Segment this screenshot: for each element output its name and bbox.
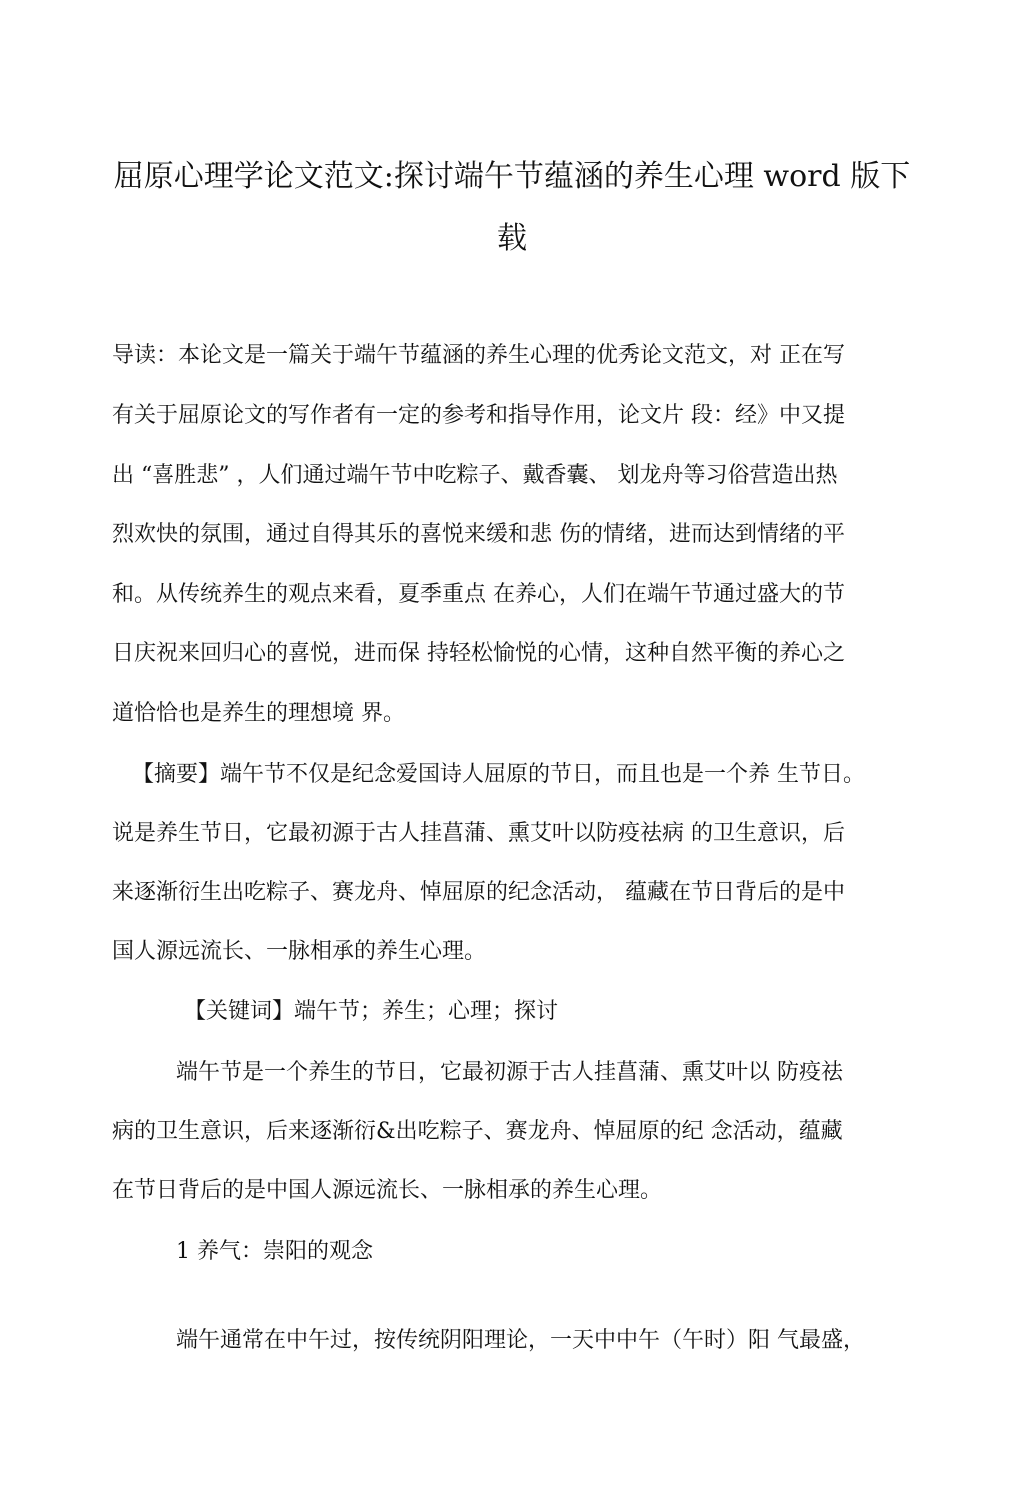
abstract-line: 来逐渐衍生出吃粽子、赛龙舟、悼屈原的纪念活动， 蕴藏在节日背后的是中 [112,880,845,905]
body-line: 端午节是一个养生的节日，它最初源于古人挂菖蒲、熏艾叶以 防疫祛 [176,1060,843,1085]
keywords-line: 【关键词】端午节；养生；心理；探讨 [184,999,559,1024]
intro-line: 有关于屈原论文的写作者有一定的参考和指导作用，论文片 段：经》中又提 [112,403,845,428]
intro-line: 和。从传统养生的观点来看，夏季重点 在养心，人们在端午节通过盛大的节 [112,582,845,607]
abstract-line: 说是养生节日，它最初源于古人挂菖蒲、熏艾叶以防疫祛病 的卫生意识，后 [112,821,845,846]
body-line: 病的卫生意识，后来逐渐衍&出吃粽子、赛龙舟、悼屈原的纪 念活动，蕴藏 [112,1119,843,1144]
body-line: 在节日背后的是中国人源远流长、一脉相承的养生心理。 [112,1178,663,1203]
intro-line: 日庆祝来回归心的喜悦，进而保 持轻松愉悦的心情，这种自然平衡的养心之 [112,641,845,666]
section-body-line: 端午通常在中午过，按传统阴阳理论，一天中中午（午时）阳 气最盛， [176,1328,865,1353]
section-heading: 1 养气：崇阳的观念 [176,1239,373,1264]
intro-line: 烈欢快的氛围，通过自得其乐的喜悦来缓和悲 伤的情绪，进而达到情绪的平 [112,522,845,547]
abstract-line: 国人源远流长、一脉相承的养生心理。 [112,939,487,964]
document-title-line-2: 载 [497,221,527,256]
intro-line: 导读：本论文是一篇关于端午节蕴涵的养生心理的优秀论文范文，对 正在写 [112,343,845,368]
document-title-line-1: 屈原心理学论文范文:探讨端午节蕴涵的养生心理 word 版下 [113,159,911,194]
intro-line: 出 “喜胜悲” ，人们通过端午节中吃粽子、戴香囊、 划龙舟等习俗营造出热 [112,463,838,488]
intro-line: 道恰恰也是养生的理想境 界。 [112,701,405,726]
abstract-line: 【摘要】端午节不仅是纪念爱国诗人屈原的节日，而且也是一个养 生节日。 [132,762,865,787]
